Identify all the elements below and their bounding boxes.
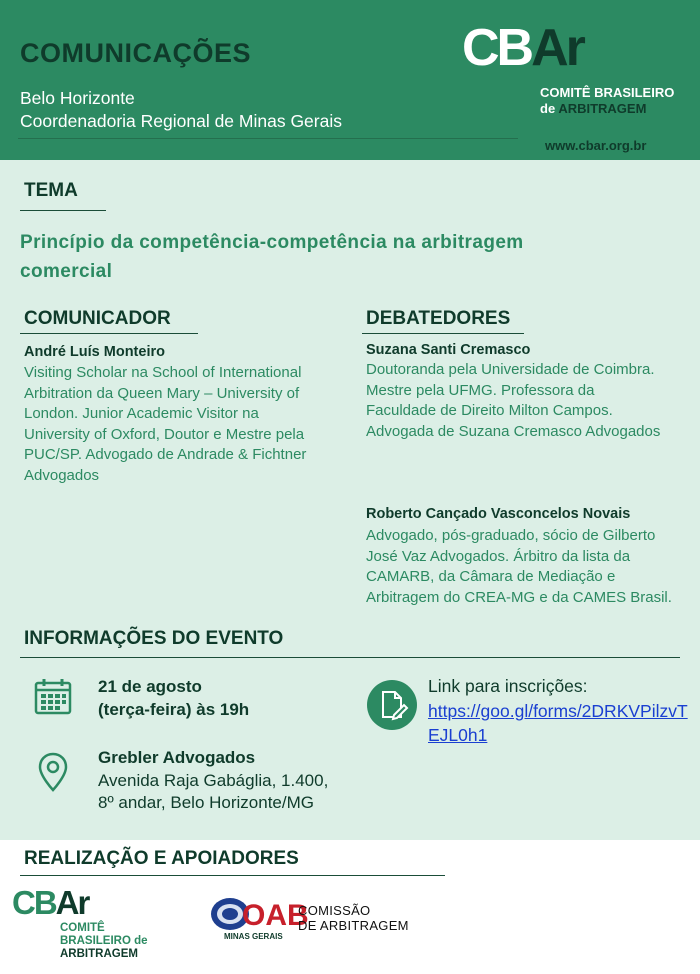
- debatedor-1-bio: Doutoranda pela Universidade de Coimbra. Mestre pela UFMG. Professora da Faculdade de Direito Milton Campos. Advogada de Suzana Cremasco Advogados: [366, 361, 661, 440]
- footer-cbar-logo: CBAr: [12, 884, 89, 921]
- oab-commission-line2: DE ARBITRAGEM: [298, 918, 409, 933]
- event-address: Avenida Raja Gabáglia, 1.400, 8º andar, Belo Horizonte/MG: [98, 771, 329, 812]
- footer-cbar-line1: COMITÊ: [60, 922, 105, 934]
- footer-cbar-line2: BRASILEIRO de: [60, 935, 148, 947]
- tema-heading: TEMA: [24, 180, 78, 201]
- footer-cbar-line3: ARBITRAGEM: [60, 948, 138, 960]
- event-date-line1: 21 de agosto: [98, 677, 202, 696]
- debatedores-heading: DEBATEDORES: [366, 308, 511, 329]
- location-pin-icon: [38, 752, 68, 792]
- tema-underline: [20, 210, 106, 211]
- cbar-website[interactable]: www.cbar.org.br: [545, 138, 647, 153]
- tema-text: Princípio da competência-competência na arbitragem comercial: [20, 232, 524, 282]
- oab-subtitle: MINAS GERAIS: [224, 932, 283, 941]
- registration-link[interactable]: https://goo.gl/forms/2DRKVPilzvTEJL0h1: [428, 701, 688, 745]
- comunicador-underline: [20, 333, 198, 334]
- event-date-line2: (terça-feira) às 19h: [98, 700, 250, 719]
- comunicador-name: André Luís Monteiro: [24, 344, 165, 360]
- header-city: Belo Horizonte: [20, 88, 135, 108]
- footer-heading: REALIZAÇÃO E APOIADORES: [24, 848, 299, 869]
- evento-underline: [20, 657, 680, 658]
- header-divider: [18, 138, 518, 139]
- debatedores-underline: [362, 333, 524, 334]
- debatedor-1-name: Suzana Santi Cremasco: [366, 342, 531, 358]
- oab-logo: [210, 894, 309, 932]
- evento-heading: INFORMAÇÕES DO EVENTO: [24, 628, 284, 649]
- page-title: COMUNICAÇÕES: [20, 38, 252, 68]
- oab-commission-line1: COMISSÃO: [298, 903, 371, 918]
- debatedor-2-bio: Advogado, pós-graduado, sócio de Gilberto José Vaz Advogados. Árbitro da lista da CAMARB, da Câmara de Mediação e Arbitragem do CREA-MG e da CAMES Brasil.: [366, 527, 672, 606]
- calendar-icon: [34, 677, 72, 715]
- link-label: Link para inscrições:: [428, 676, 588, 696]
- cbar-logo-line2: de ARBITRAGEM: [540, 101, 647, 116]
- event-venue: Grebler Advogados: [98, 748, 256, 767]
- cbar-logo-line1: COMITÊ BRASILEIRO: [540, 85, 675, 100]
- comunicador-heading: COMUNICADOR: [24, 308, 171, 329]
- comunicador-bio: Visiting Scholar na School of International Arbitration da Queen Mary – University of London. Junior Academic Visitor na University of Oxford, Doutor e Mestre pela PUC/SP. Advogado de Andrade & Fichtner Advogados: [24, 364, 307, 484]
- header-coordination: Coordenadoria Regional de Minas Gerais: [20, 111, 342, 131]
- cbar-logo: CBAr: [462, 19, 583, 77]
- oab-mark-text: OAB: [242, 899, 309, 932]
- debatedor-2-name: Roberto Cançado Vasconcelos Novais: [366, 506, 631, 522]
- header-banner: [0, 0, 700, 160]
- footer-underline: [20, 875, 445, 876]
- document-edit-icon: [366, 679, 418, 731]
